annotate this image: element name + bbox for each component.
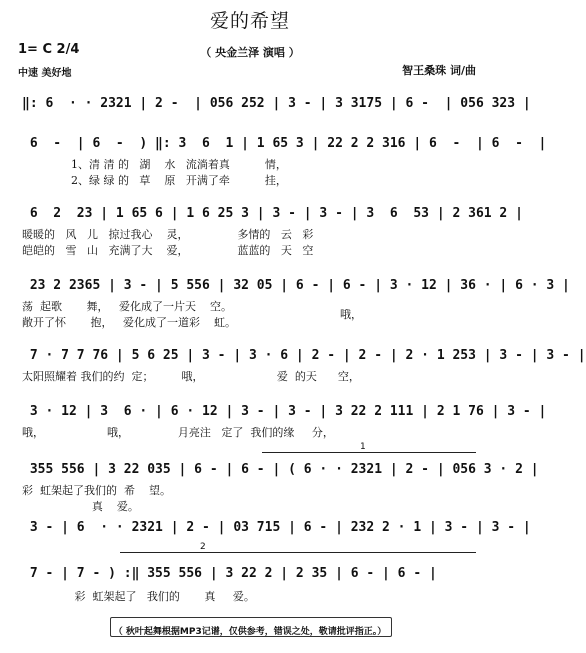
lyric-line-6: 哦， 哦， 月亮注 定了 我们的缘 分， (22, 426, 334, 439)
lyric-line-3a: 暖暖的 风 儿 掠过我心 灵， 多情的 云 彩 (22, 228, 314, 241)
score-line-4: 23 2 2365 | 3 - | 5 556 | 32 05 | 6 - | 6 - | 3 · 12 | 36 · | 6 · 3 | (22, 278, 570, 293)
score-line-1: ‖: 6 · · 2321 | 2 - | 056 252 | 3 - | 3 3175 | 6 - | 056 323 | (22, 96, 531, 111)
score-line-3: 6 2 23 | 1 65 6 | 1 6 25 3 | 3 - | 3 - | 3 6 53 | 2 361 2 | (22, 206, 523, 221)
score-line-8: 3 - | 6 · · 2321 | 2 - | 03 715 | 6 - | 232 2 · 1 | 3 - | 3 - | (22, 520, 531, 535)
tempo-marking: 中速 美好地 (18, 68, 72, 79)
score-line-5: 7 · 7 7 76 | 5 6 25 | 3 - | 3 · 6 | 2 - | 2 - | 2 · 1 253 | 3 - | 3 - | (22, 348, 586, 363)
score-line-9: 7 - | 7 - ) :‖ 355 556 | 3 22 2 | 2 35 | 6 - | 6 - | (22, 566, 437, 581)
lyric-line-9: 彩 虹架起了 我们的 真 爱。 (22, 590, 255, 603)
lyric-line-7b: 真 爱。 (22, 500, 139, 513)
volta-bracket-2 (120, 552, 476, 553)
volta-number-2: 2 (200, 542, 206, 552)
lyric-line-3b: 皑皑的 雪 山 充满了大 爱， 蓝蓝的 天 空 (22, 244, 314, 257)
song-title: 爱的希望 (209, 10, 290, 32)
score-line-7: 355 556 | 3 22 035 | 6 - | 6 - | ( 6 · · 2321 | 2 - | 056 3 · 2 | (22, 462, 539, 477)
volta-bracket-1 (262, 452, 476, 453)
lyric-line-5: 太阳照耀着 我们的约 定； 哦， 爱 的天 空， (22, 370, 360, 383)
lyric-line-7a: 彩 虹架起了我们的 希 望。 (22, 484, 171, 497)
lyric-line-4b: 敞开了怀 抱， 爱化成了一道彩 虹。 (22, 316, 236, 329)
performer-credit: （ 央金兰泽 演唱 ） (200, 46, 300, 59)
lyric-line-4a: 荡 起歌 舞， 爱化成了一片天 空。 (22, 300, 232, 313)
lyric-line-2a: 1、清 清 的 湖 水 流淌着真 情， (22, 158, 287, 171)
score-line-2: 6 - | 6 - ) ‖: 3 6 1 | 1 65 3 | 22 2 2 316 | 6 - | 6 - | (22, 136, 547, 151)
score-line-6: 3 · 12 | 3 6 · | 6 · 12 | 3 - | 3 - | 3 22 2 111 | 2 1 76 | 3 - | (22, 404, 547, 419)
footer-note: （ 秋叶起舞根据MP3记谱，仅供参考，错误之处，敬请批评指正。） (113, 627, 387, 637)
composer-credit: 智王桑珠 词/曲 (402, 64, 476, 77)
key-signature: 1= C 2/4 (18, 42, 80, 57)
volta-number-1: 1 (360, 442, 366, 452)
lyric-line-4c: 哦， (340, 308, 362, 321)
lyric-line-2b: 2、绿 绿 的 草 原 开满了牵 挂， (22, 174, 287, 187)
